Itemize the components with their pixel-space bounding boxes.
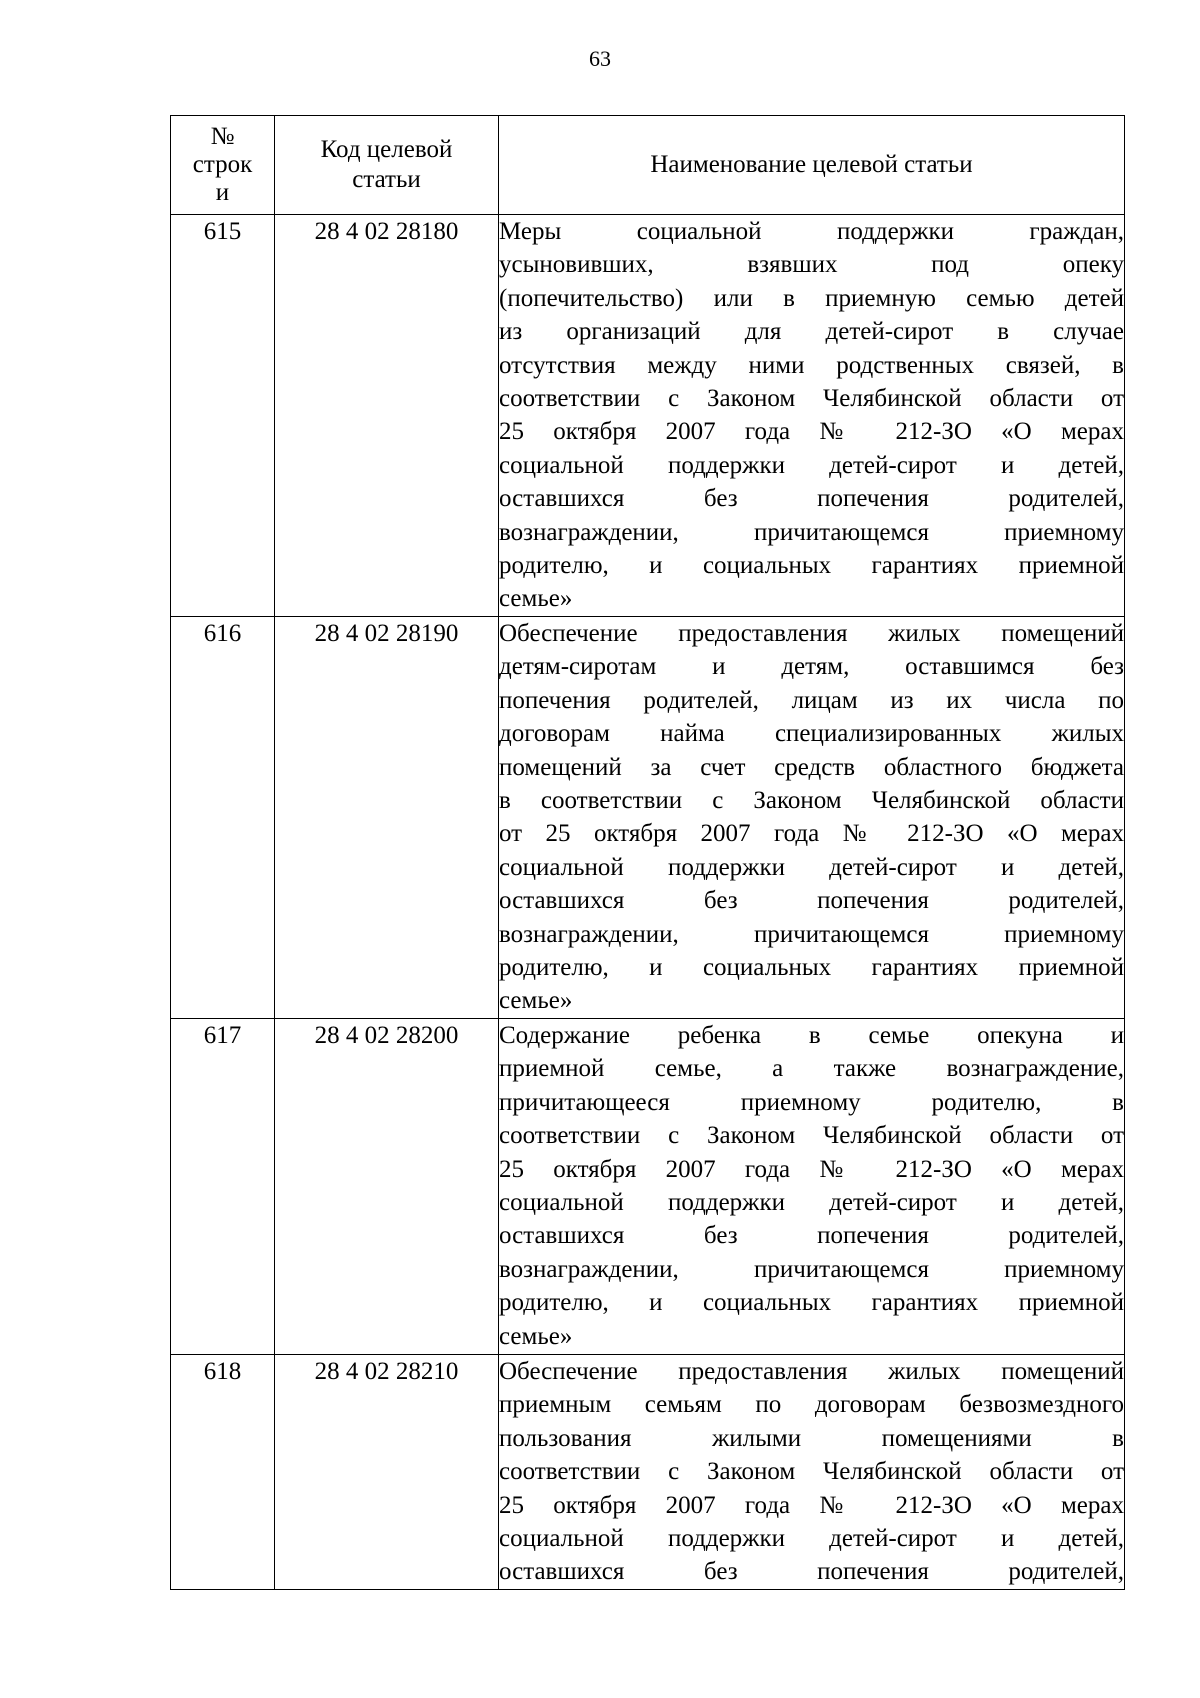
row-number-cell: 617 bbox=[171, 1019, 275, 1355]
target-name-line: договорам найма специализированных жилых bbox=[499, 720, 1124, 748]
row-number-cell: 616 bbox=[171, 617, 275, 1019]
target-name-line: (попечительство) или в приемную семью детей bbox=[499, 284, 1124, 312]
target-name-line: социальной поддержки детей-сирот и детей, bbox=[499, 1525, 1124, 1553]
target-name-line: усыновивших, взявших под опеку bbox=[499, 251, 1124, 279]
target-name-line: отсутствия между ними родственных связей, в bbox=[499, 351, 1124, 379]
target-name-line: социальной поддержки детей-сирот и детей, bbox=[499, 853, 1124, 881]
target-name-cell bbox=[499, 215, 1125, 617]
target-name-line: в соответствии с Законом Челябинской области bbox=[499, 787, 1124, 815]
target-code-cell: 28 4 02 28200 bbox=[275, 1019, 499, 1355]
target-name-line: семье» bbox=[499, 585, 573, 613]
target-code-cell: 28 4 02 28210 bbox=[275, 1355, 499, 1590]
target-name-cell bbox=[499, 1019, 1125, 1355]
table-row bbox=[171, 1355, 1125, 1590]
target-articles-table bbox=[170, 115, 1125, 1590]
target-name-line: из организаций для детей-сирот в случае bbox=[499, 318, 1124, 346]
target-name-line: помещений за счет средств областного бюджета bbox=[499, 753, 1124, 781]
target-name-line: 25 октября 2007 года № 212-ЗО «О мерах bbox=[499, 1155, 1124, 1183]
target-name-line: родителю, и социальных гарантиях приемной bbox=[499, 1289, 1124, 1317]
target-name-line: родителю, и социальных гарантиях приемной bbox=[499, 552, 1124, 580]
target-name-line: оставшихся без попечения родителей, bbox=[499, 485, 1124, 513]
target-name-line: от 25 октября 2007 года № 212-ЗО «О мерах bbox=[499, 820, 1124, 848]
target-name-line: детям-сиротам и детям, оставшимся без bbox=[499, 653, 1124, 681]
target-code-cell: 28 4 02 28180 bbox=[275, 215, 499, 617]
target-name-line: пользования жилыми помещениями в bbox=[499, 1424, 1124, 1452]
header-code-part: Код целевой bbox=[320, 136, 453, 163]
target-name-line: семье» bbox=[499, 1322, 573, 1350]
table-row bbox=[171, 617, 1125, 1019]
table-row bbox=[171, 1019, 1125, 1355]
target-name-line: Обеспечение предоставления жилых помещений bbox=[499, 1358, 1124, 1385]
header-code bbox=[275, 116, 499, 215]
header-row-number-part: и bbox=[215, 179, 230, 206]
target-name-line: 25 октября 2007 года № 212-ЗО «О мерах bbox=[499, 418, 1124, 446]
target-name-line: вознаграждении, причитающемся приемному bbox=[499, 1255, 1124, 1283]
target-name-line: Меры социальной поддержки граждан, bbox=[499, 218, 1124, 245]
target-name-line: социальной поддержки детей-сирот и детей, bbox=[499, 1189, 1124, 1217]
header-row-number bbox=[171, 116, 275, 215]
target-name-cell bbox=[499, 1355, 1125, 1590]
target-name-cell bbox=[499, 617, 1125, 1019]
target-name-line: приемным семьям по договорам безвозмездного bbox=[499, 1391, 1124, 1419]
table-row bbox=[171, 215, 1125, 617]
target-name-line: семье» bbox=[499, 987, 573, 1015]
target-name-line: оставшихся без попечения родителей, bbox=[499, 1558, 1124, 1586]
target-name-line: соответствии с Законом Челябинской области от bbox=[499, 1458, 1124, 1486]
target-name-line: социальной поддержки детей-сирот и детей, bbox=[499, 451, 1124, 479]
header-name: Наименование целевой статьи bbox=[499, 116, 1125, 215]
target-name-line: оставшихся без попечения родителей, bbox=[499, 1222, 1124, 1250]
row-number-cell: 618 bbox=[171, 1355, 275, 1590]
target-name-line: вознаграждении, причитающемся приемному bbox=[499, 920, 1124, 948]
target-name-line: 25 октября 2007 года № 212-ЗО «О мерах bbox=[499, 1491, 1124, 1519]
target-name-line: родителю, и социальных гарантиях приемной bbox=[499, 954, 1124, 982]
target-name-line: причитающееся приемному родителю, в bbox=[499, 1088, 1124, 1116]
target-name-line: приемной семье, а также вознаграждение, bbox=[499, 1055, 1124, 1083]
target-name-line: вознаграждении, причитающемся приемному bbox=[499, 518, 1124, 546]
target-name-line: Содержание ребенка в семье опекуна и bbox=[499, 1022, 1124, 1049]
target-name-line: Обеспечение предоставления жилых помещений bbox=[499, 620, 1124, 647]
row-number-cell: 615 bbox=[171, 215, 275, 617]
target-name-line: оставшихся без попечения родителей, bbox=[499, 887, 1124, 915]
header-row-number-part: строк bbox=[192, 151, 253, 178]
target-name-line: соответствии с Законом Челябинской области от bbox=[499, 385, 1124, 413]
table-header-row bbox=[171, 116, 1125, 215]
header-row-number-part: № bbox=[210, 123, 235, 150]
target-code-cell: 28 4 02 28190 bbox=[275, 617, 499, 1019]
header-code-part: статьи bbox=[352, 166, 421, 193]
target-name-line: попечения родителей, лицам из их числа по bbox=[499, 686, 1124, 714]
target-name-line: соответствии с Законом Челябинской области от bbox=[499, 1122, 1124, 1150]
page-number: 63 bbox=[589, 46, 611, 71]
